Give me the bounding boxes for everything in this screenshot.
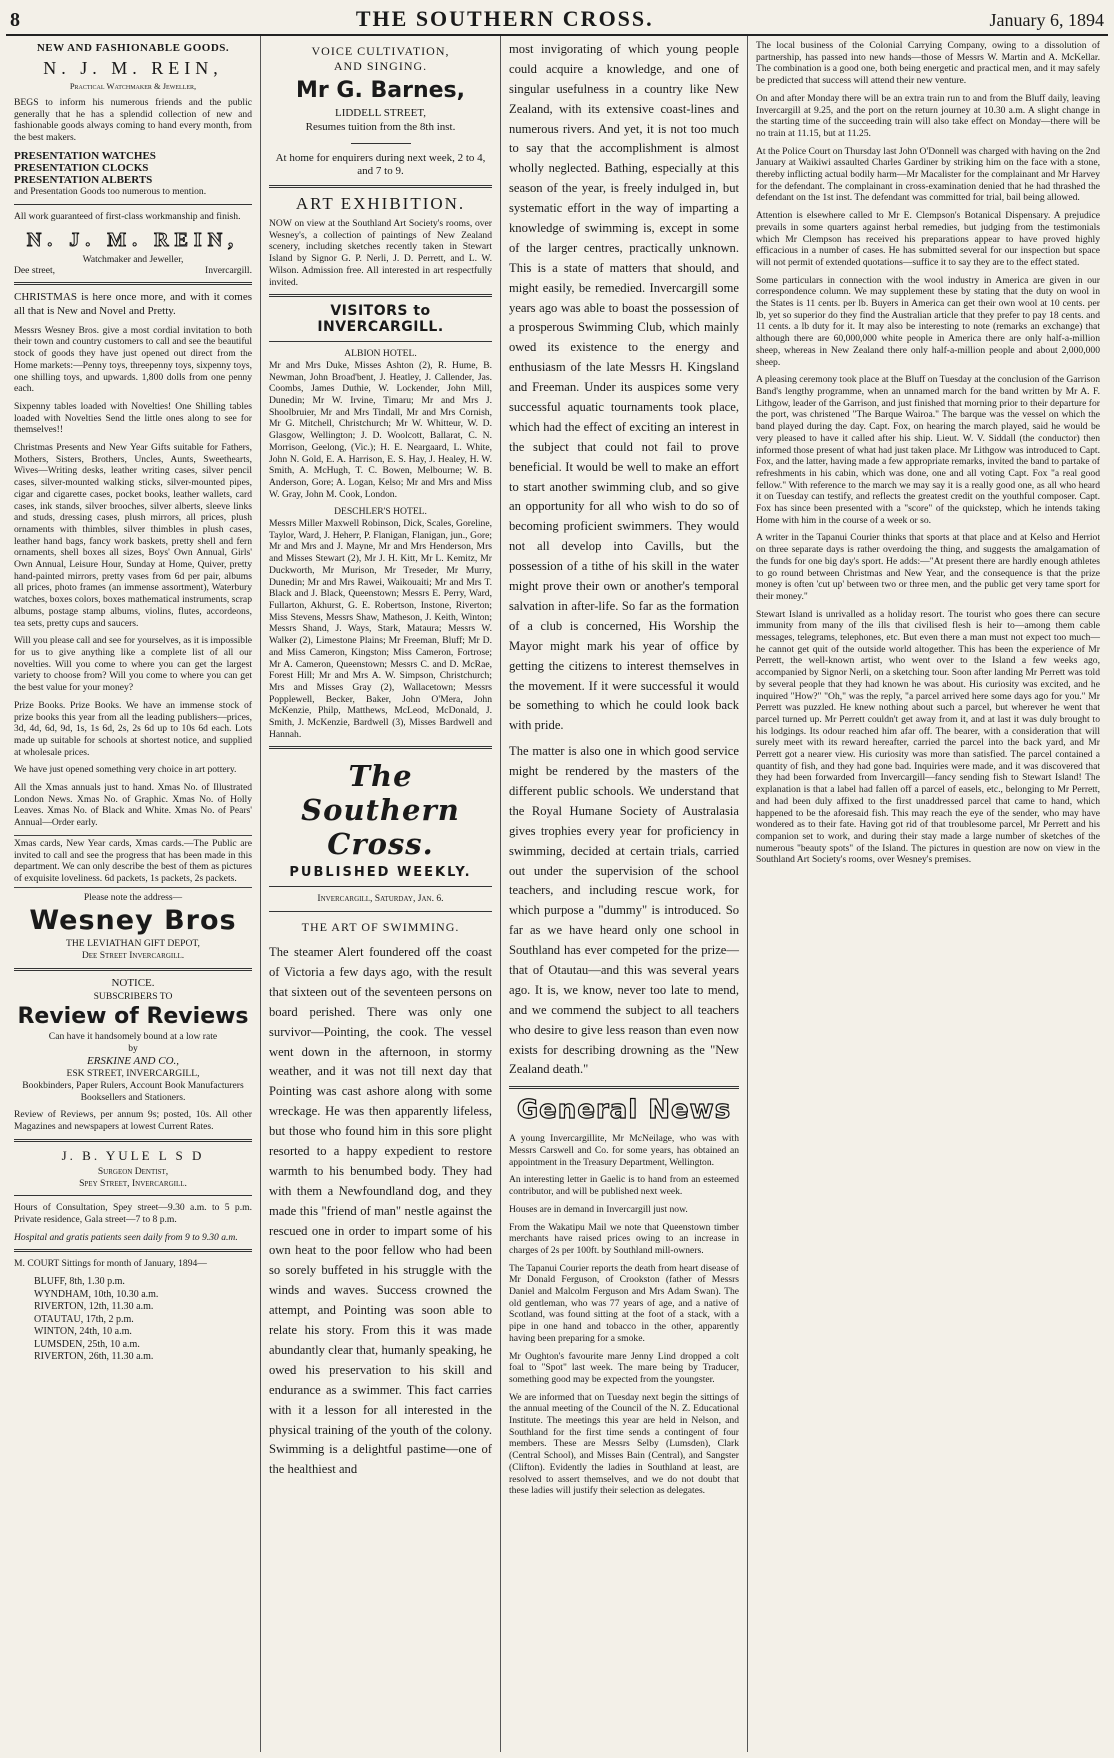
rein-address-street: Dee street,: [14, 265, 56, 277]
news-item: The local business of the Colonial Carrying Company, owing to a dissolution of partnership, has passed into new hands—those of Messrs W. Martin and A. McKellar. The combination is a good one, both being energetic and practical men, and it may safely be predicted that success will attend their new venture.: [756, 40, 1100, 87]
general-news-heading: General News: [516, 1095, 732, 1126]
swimming-article-continued: most invigorating of which young people could acquire a knowledge, and one of singular usefulness in a country like New Zealand, with its extensive coast-lines and numerous rivers. And yet, it is not too much to say that the accomplishment is almost wholly neglected. Bathing, especially at this season of the year, is freely indulged in, but systematic effort in the way of imparting a knowledge of swimming is, except in some of the larger centres, practically unknown. This is a state of matters that should, and might easily, be remedied. Invercargill some years ago was able to boast the possession of a prosperous Swimming Club, which mainly owed its existence to the energy and enthusiasm of the late Messrs H. Kingsland and Freeman. Under its auspices some very successful aquatic tournaments took place, which had the effect of exciting an interest in the subject that could not fail to prove beneficial. It would be well to make an effort to start another swimming club, and so give an opportunity for all who wish to do so of becoming proficient swimmers. They would not all develop into Cavills, but the possession of a tithe of his skill in the water might prove their own or another's temporal salvation in after-life. So far as the formation of a club is concerned, His Worship the Mayor might mark his year of office by getting the citizens to interest themselves in the movement. If it were successful it would be something to which he could look back with pride.: [509, 42, 739, 733]
notice-address: ESK STREET, INVERCARGILL,: [66, 1068, 200, 1080]
presentation-watches: PRESENTATION WATCHES: [14, 149, 156, 162]
column-1: [6, 36, 261, 1752]
notice-firm: ERSKINE AND CO.,: [86, 1054, 180, 1067]
rein-ad-heading: NEW AND FASHIONABLE GOODS.: [36, 42, 230, 54]
news-item: Attention is elsewhere called to Mr E. Clempson's Botanical Dispensary. A prejudice prevails in some quarters against herbal remedies, but judging from the testimonials which Mr Clempson has received his preparations appear to have proved highly efficacious in a number of cases. He has submitted several for our inspection but space will not permit of extended quotations—suffice it to say they are to the effect stated.: [756, 210, 1100, 268]
news-item: Houses are in demand in Invercargill just now.: [509, 1203, 688, 1215]
albion-hotel-heading: ALBION HOTEL.: [344, 348, 417, 360]
court-sitting-row: BLUFF, 8th, 1.30 p.m.: [34, 1276, 125, 1288]
court-sitting-row: LUMSDEN, 25th, 10 a.m.: [34, 1338, 140, 1350]
voice-ad-tuition: Resumes tuition from the 8th inst.: [305, 120, 456, 133]
news-item: Stewart Island is unrivalled as a holiday resort. The tourist who goes there can secure immunity from many of the ills that civilised flesh is heir to—among them cable messages, telegrams, telephones, etc. But even there a man must not expect too much—he cannot get quit of the outside world altogether. This has been the experience of Mr Perrett, the well-known artist, who went over to the Island a few weeks ago, accompanied by Signor Nerli, on a sketching tour. Soon after landing Mr Perrett was told by several people that they had known he was about. His curiosity was excited, and he inquired "How?" "Oh," was the reply, "a parcel arrived here some days ago for you." Mr Perrett was puzzled. He knew nothing about such a parcel, but wherever he went that parcel turned up. Mr Perrett couldn't get away from it, and at last it was duly brought to his lodgings. Its odour reached him afar off. The bearer, with a consideration that will surely meet with its reward hereafter, carried the parcel into the back yard, and Mr Perrett got a nearer view. His curiosity was more than satisfied. The parcel contained a quantity of fish, and they had gone bad. Inquiries were made, and it was discovered that they had been forwarded from Invercargill—fancy sending fish to Stewart Island! The explanation is that a label had fallen off a parcel of easels, etc., belonging to Mr Perrett, and had been duly affixed to the first unaddressed parcel that came to hand, which happened to be the aforesaid fish. This may reach the eye of the sender, who may have wondered as to their fate. Having got rid of that troublesome parcel, Mr Perrett and his companion set to work, and during their stay made a large number of sketches of the numerous "beauty spots" of the Island. The pictures in question are now on view in the Southland Art Society's rooms, over Wesney's premises.: [756, 608, 1100, 866]
presentation-alberts: PRESENTATION ALBERTS: [14, 174, 153, 186]
swimming-article-continued-2: The matter is also one in which good service might be rendered by the masters of the different public schools. We understand that the Royal Humane Society of Australasia gives trophies every year for proficiency in swimming, decided at certain trials, carried out under the supervision of the school teachers, and including rescue work, for which purpose a "dummy" is introduced. So far as we have heard only one school in Southland has ever competed for the prize—that of Otautau—and this was several years ago. It is, we know, never too late to mend, and we commend the subject to all teachers who desire to give less reason than even now exists for describing drowning as the "New Zealand death.": [509, 744, 739, 1077]
news-item: We are informed that on Tuesday next begin the sittings of the annual meeting of the Council of the N. Z. Educational Institute. The meetings this year are held in Nelson, and Southland for the first time sends a contingent of four members. These are Messrs Selby (Lumsden), Clark (Central School), and Misses Bain (Central), and Sangster (Clifton). Evidently the ladies in Southland at least, are resolved to assert themselves, and we do not doubt that these ladies will justify their selection as delegates.: [509, 1391, 739, 1497]
column-2: [261, 36, 501, 1752]
wesney-ad-intro: CHRISTMAS is here once more, and with it comes all that is New and Novel and Pretty.: [14, 291, 252, 317]
published-weekly: PUBLISHED WEEKLY.: [289, 865, 472, 881]
divider: [14, 282, 252, 285]
swimming-article-title: THE ART OF SWIMMING.: [301, 920, 460, 935]
voice-ad-heading: VOICE CULTIVATION,: [311, 44, 450, 58]
divider: [351, 143, 411, 144]
column-3: [501, 36, 748, 1752]
divider: [269, 911, 492, 912]
dateline: Invercargill, Saturday, Jan. 6.: [317, 893, 444, 905]
divider: [14, 1139, 252, 1142]
court-sitting-row: RIVERTON, 12th, 11.30 a.m.: [34, 1301, 154, 1313]
wesney-ad-address-note: Please note the address—: [83, 891, 183, 903]
divider: [14, 1195, 252, 1196]
divider: [269, 886, 492, 887]
visitors-heading: VISITORS to INVERCARGILL.: [317, 303, 444, 336]
newspaper-nameplate: The Southern Cross.: [301, 759, 460, 862]
rein-address-town: Invercargill.: [205, 265, 252, 277]
divider: [509, 1086, 739, 1089]
notice-heading: NOTICE.: [111, 976, 155, 989]
divider: [269, 185, 492, 188]
page-number: 8: [10, 9, 20, 31]
voice-ad-teacher: Mr G. Barnes,: [296, 78, 465, 103]
dentist-name: J. B. YULE L S D: [61, 1147, 205, 1163]
divider: [14, 204, 252, 205]
wesney-ad-paragraph: All the Xmas annuals just to hand. Xmas No. of Illustrated London News. Xmas No. of Graphic. Xmas No. of Holly Leaves. Xmas No. of Black and White. Xmas No. of Pears' Annual—Order early.: [14, 782, 252, 829]
divider: [14, 968, 252, 971]
albion-hotel-guests: Mr and Mrs Duke, Misses Ashton (2), R. Hume, B. Newman, John Broad'bent, J. Heatley, J. Callender, Jas. Coombs, James Duthie, W. Lockender, John Mill, Dunedin; Mr W. Irvine, Timaru; Mr and Mrs J. Shoolbruier, Mr and Mrs Tindall, Mr and Mrs Cornish, Mr G. Mitchell, Christchurch; Mr W. Whitteur, W. D. Glasgow, Wellington; J. D. Woolcott, Ballarat, C. N. Morrison, Geelong, (Vic.); H. E. Neargaard, L. White, John N. Gold, E. A. Harrison, E. S. Hay, J. Healey, H. W. Smith, A. McHugh, T. C. Bowen, Melbourne; W. B. Anderson, Gore; A. Logan, Kelso; Mr and Mrs and Miss W. Gray, John M. Cook, London.: [269, 359, 492, 500]
wesney-ad-paragraph: Messrs Wesney Bros. give a most cordial invitation to both their town and country customers to call and see the beautiful stock of goods they have just opened out direct from the Home markets:—Penny toys, threepenny toys, sixpenny toys, one shilling toys, and upwards. 1,800 dolls from one penny each.: [14, 324, 252, 395]
swimming-article-body: The steamer Alert foundered off the coast of Victoria a few days ago, with the result that sixteen out of the seventeen persons on board perished. There was only one survivor—Pointing, the cook. The vessel went down in the afternoon, in stormy weather, and it was not till next day that Pointing was cast ashore along with some wreckage. He was then apparently lifeless, but those who found him in this sore plight resorted to a happy expedient to restore warmth to his benumbed body. They had with them a Newfoundland dog, and they made this "friend of man" nestle against the rescued one in order to impart some of his own heat to the poor fellow who had been so sorely buffeted in his struggle with the winds and waves. Success crowned the attempt, and Pointing was soon able to relate his story. From this it was made abundantly clear that, humanly speaking, he owed his preservation to his skill and endurance as a swimmer. This fact carries with it a lesson for all interested in the physical training of the youth of the colony. Swimming is a delightful pastime—one of the healthiest and: [269, 945, 492, 1477]
rein-ad-name-outline: N. J. M. REIN,: [26, 228, 240, 251]
wesney-address: Dee Street Invercargill.: [81, 950, 185, 962]
presentation-clocks: PRESENTATION CLOCKS: [14, 161, 149, 174]
notice-binding: Can have it handsomely bound at a low rate: [48, 1031, 218, 1043]
rein-ad-body-3: All work guaranteed of first-class workmanship and finish.: [14, 210, 241, 222]
dentist-gratis: Hospital and gratis patients seen daily from 9 to 9.30 a.m.: [14, 1231, 238, 1243]
issue-date: January 6, 1894: [989, 10, 1104, 30]
news-item: A young Invercargillite, Mr McNeilage, who was with Messrs Carswell and Co. for some years, has obtained an appointment in the Treasury Department, Wellington.: [509, 1133, 739, 1168]
art-exhibition-body: NOW on view at the Southland Art Society's rooms, over Wesney's, a collection of paintings of New Zealand scenery, including sketches recently taken in Stewart Island by Signor G. P. Nerli, J. D. Perrett, and L. W. Wilson. Admission free. All interested in art respectfully invited.: [269, 218, 492, 288]
news-item: The Tapanui Courier reports the death from heart disease of Mr Donald Ferguson, of Crookston (father of Messrs Daniel and Malcolm Ferguson and Mrs Adam Swan). The old gentleman, who was 77 years of age, and a native of Scotland, was found sitting at the foot of a stack, with a pipe in one hand and tobacco in the other, apparently having been preparing for a smoke.: [509, 1262, 739, 1344]
dentist-hours: Hours of Consultation, Spey street—9.30 a.m. to 5 p.m. Private residence, Gala street—7 to 8 p.m.: [14, 1202, 252, 1225]
news-item: On and after Monday there will be an extra train run to and from the Bluff daily, leaving Invercargill at 9.25, and the port on the return journey at 10.30 a.m. A slight change in the starting time of the succeeding train will also take effect on Monday—there will be no train at 11.15, but at 11.25.: [756, 92, 1100, 139]
news-item: From the Wakatipu Mail we note that Queenstown timber merchants have raised prices owing to an increase in charges of 2s per 100ft. by Southland mill-owners.: [509, 1221, 739, 1256]
news-item: Some particulars in connection with the wool industry in America are given in our correspondence column. We may supplement these by stating that the duty on wool in the States is 11 cents. per lb. Buyers in America can get their own wool at 10 cents. per lb, yet so superior do they find the Australian article that they prefer to pay 18 cents. and 11 cents. a lb duty for it. It may also be interesting to note (remarks an exchange) that although there are 60,000,000 white people in America there are only half-a-million sheep, whereas in New Zealand there only half-a-million people and about 2,000,000 sheep.: [756, 274, 1100, 368]
divider: [269, 746, 492, 749]
notice-subscribers: SUBSCRIBERS TO: [93, 990, 173, 1002]
wesney-ad-paragraph: Christmas Presents and New Year Gifts suitable for Fathers, Mothers, Sisters, Brothers, Uncles, Aunts, Sweethearts, Wives—Writing desks, leather writing cases, silver pencil cases, silver-mounted walking sticks, silver-mounted pipes, cigar and cigarette cases, pocket books, leather wallets, card cases, ink stands, silver brooches, silver alberts, sleeve links and studs, dressing cases, plush mirrors, all prices, plush ornaments with thimbles, silver thimbles in plush cases, leather hand bags, fancy work baskets, pretty shell and fern ornaments, shell boxes all sizes, Boys' Own Annual, Girls' Own Annual, Leisure Hour, Sunday at Home, Quiver, pretty hand-painted mirrors, pretty vases from 6d per pair, albums all prices, photo frames (an immense assortment), Waterbury watches, boxes colors, boxes mathematical instruments, scrap albums, postage stamp albums, violins, flutes, accordeons, tea sets, pretty cups and saucers.: [14, 442, 252, 629]
columns: [6, 36, 1108, 1752]
court-sitting-row: WINTON, 24th, 10 a.m.: [34, 1326, 132, 1338]
voice-ad-hours: At home for enquirers during next week, 2 to 4, and 7 to 9.: [275, 151, 486, 178]
court-sittings-heading: M. COURT Sittings for month of January, 1894—: [14, 1258, 207, 1270]
court-sitting-row: RIVERTON, 26th, 11.30 a.m.: [34, 1351, 154, 1363]
news-item: A pleasing ceremony took place at the Bluff on Tuesday at the conclusion of the Garrison Band's lengthy programme, when an unnamed march for the band written by Mr A. F. Lithgow, leader of the Garrison, and just finished that morning prior to their departure for the port, was christened "The Barque Wairoa." The barque was the vessel on which the band played during the day. Capt. Fox, on hearing the march played, said he would be very pleased to have it called after his ship. Lieut. W. V. Siddall (the conductor) then informed those present of what had just taken place. Mr Lithgow was introduced to Capt. Fox, and the latter, having made a few appropriate remarks, invited the band to partake of refreshments in his cabin, which was done, one and all voting Capt. Fox "a real good fellow." With reference to the march we may say it is a really good one, as all who heard it on Tuesday can testify, and reflects the greatest credit on the youthful composer. Capt. Fox has since been presented with a "score" of the quickstep, which he intends taking Home with him in the course of a week or so.: [756, 374, 1100, 526]
notice-trades: Bookbinders, Paper Rulers, Account Book Manufacturers Booksellers and Stationers.: [22, 1080, 244, 1103]
column-4: [748, 36, 1108, 1752]
court-sitting-row: WYNDHAM, 10th, 10.30 a.m.: [34, 1288, 159, 1300]
wesney-ad-cards: Xmas cards, New Year cards, Xmas cards.—The Public are invited to call and see the progress that has been made in this department. We can only describe the best of them as pictures of exquisite loveliness. 6d packets, 1s packets, 2s packets.: [14, 835, 252, 888]
voice-ad-address: LIDDELL STREET,: [334, 107, 427, 119]
dentist-address: Spey Street, Invercargill.: [79, 1177, 187, 1189]
art-exhibition-heading: ART EXHIBITION.: [295, 194, 466, 213]
review-of-reviews-title: Review of Reviews: [17, 1004, 249, 1030]
rein-ad-address: [14, 265, 252, 276]
wesney-ad-paragraph: Sixpenny tables loaded with Novelties! One Shilling tables loaded with Novelties Send the little ones along to see for themselves!!: [14, 400, 252, 436]
rein-ad-name: N. J. M. REIN,: [43, 58, 223, 78]
divider: [269, 341, 492, 342]
newspaper-title: THE SOUTHERN CROSS.: [355, 6, 654, 31]
wesney-ad-paragraph: Will you please call and see for yourselves, as it is impossible for us to give anything like a complete list of all our novelties. Will you come to where you can get the largest variety to choose from? Will you come to where you can get the best value for your money?: [14, 635, 252, 694]
news-item: An interesting letter in Gaelic is to hand from an esteemed contributor, and will be published next week.: [509, 1174, 739, 1198]
news-item: At the Police Court on Thursday last John O'Donnell was charged with having on the 2nd January at Waikiwi assaulted Charles Gardiner by striking him on the face with a stone, thereby inflicting actual bodily harm—Mr Macalister for the complainant and Mr Harvey for the defendant. The complainant in cross-examination denied that he had thrashed the defendant on the 1st inst. The defendant was committed for trial, bail being allowed.: [756, 145, 1100, 204]
notice-rates: Review of Reviews, per annum 9s; posted, 10s. All other Magazines and newspapers at lowest Current Rates.: [14, 1109, 252, 1133]
rein-presentation-list: [14, 150, 252, 186]
masthead: [6, 6, 1108, 36]
court-sitting-row: OTAUTAU, 17th, 2 p.m.: [34, 1313, 134, 1325]
rein-ad-trade: Practical Watchmaker & Jeweller,: [69, 81, 197, 91]
divider: [14, 1249, 252, 1252]
divider: [269, 294, 492, 297]
deschlers-hotel-guests: Messrs Miller Maxwell Robinson, Dick, Scales, Goreline, Taylor, Ward, J. Heherr, P. Flanigan, Flanigan, jun., Gore; Mr and Mrs and J. Mayne, Mr and Mrs Henderson, Mrs and Misses Stewart (2), Mr J. H. Kitt, Mr L. Kemitz, Mr Duckworth, Mr Murison, Mr Treseder, Mr Murry, Dunedin; Mr and Mrs Rawei, Waikouaiti; Mr and Mrs T. Black and J. Black, Queenstown; Messrs E. Perry, Ward, Fullarton, Akhurst, G. E. Robertson, Instone, Riverton; Miss Stevens, Messrs Shaw, Matheson, J. Keith, Winton; Messrs Shand, J. Ways, Stark, Mataura; Messrs W. Walker (2), Limestone Plains; Mr Freeman, Bluff; Mr D. and Miss Cameron, Kingston; Miss Cameron, Fortrose; Mr A. Cameron, Queenstown; Messrs C. and D. McRae, Forest Hill; Mr and Mrs A. W. Simpson, Christchurch; Mrs and Misses Gray (2), Wallacetown; Messrs Popplewell, Becker, Baker, John O'Mera, John McKenzie, Philp, Matthews, McLeod, McDonald, J. Smith, J. McKenzie, Bardwell (3), Misses Bardwell and Hannah.: [269, 518, 492, 740]
wesney-bros-logo: Wesney Bros: [29, 905, 237, 937]
court-sittings-list: [34, 1276, 252, 1364]
voice-ad-heading-2: AND SINGING.: [333, 59, 428, 73]
rein-ad-body: BEGS to inform his numerous friends and the public generally that he has a splendid collection of new and fashionable goods always coming to hand every month, from the best makers.: [14, 97, 252, 144]
wesney-depot: THE LEVIATHAN GIFT DEPOT,: [66, 938, 200, 950]
dentist-title: Surgeon Dentist,: [97, 1165, 169, 1177]
rein-ad-body-2: and Presentation Goods too numerous to mention.: [14, 186, 207, 198]
news-item: A writer in the Tapanui Courier thinks that sports at that place and at Kelso and Herriot on three separate days is rather overdoing the thing, and suggests the amalgamation of the funds for one big day's sport. He adds:—"At present there are hardly enough athletes to go round between Christmas and New Year, and the consequence is that the prize money is often 'cut up' between two or three men, and the public get very tame sport for their money.": [756, 532, 1100, 602]
wesney-ad-paragraph: Prize Books. Prize Books. We have an immense stock of prize books this year from all the leading publishers—prices, 3d, 4d, 6d, 9d, 1s, 1s 6d, 2s, 2s 6d up to 10s 6d each. Lots made up suitable for schools at shortest notice, and supplied at wholesale prices.: [14, 699, 252, 758]
wesney-ad-paragraph: We have just opened something very choice in art pottery.: [14, 764, 237, 776]
deschlers-hotel-heading: DESCHLER'S HOTEL.: [334, 506, 427, 518]
news-item: Mr Oughton's favourite mare Jenny Lind dropped a colt foal to "Spot" last week. The mare being by Traducer, something good may be expected from the youngster.: [509, 1350, 739, 1385]
notice-by: by: [128, 1042, 138, 1054]
rein-ad-subtitle: Watchmaker and Jeweller,: [82, 253, 184, 265]
